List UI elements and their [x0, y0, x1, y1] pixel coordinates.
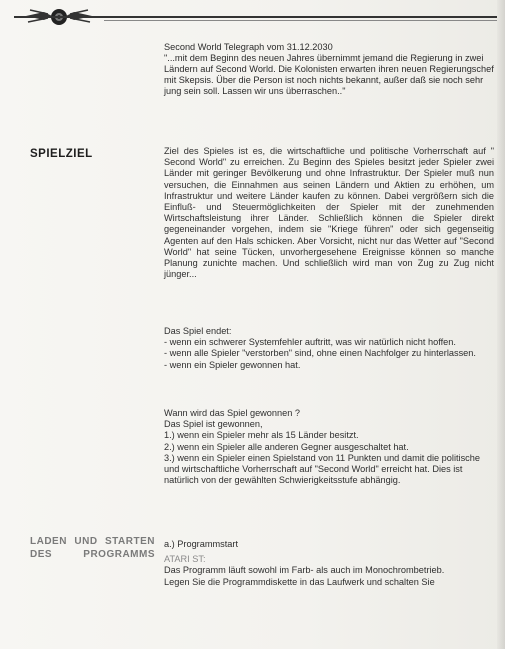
intro-heading: Second World Telegraph vom 31.12.2030 — [164, 42, 333, 52]
laden-line: Legen Sie die Programmdiskette in das Laufwerk und schalten Sie — [164, 576, 435, 587]
intro-telegraph — [164, 42, 496, 97]
section-title-laden: LADEN UND STARTEN DES PROGRAMMS — [30, 536, 155, 560]
spielziel-text-block — [164, 146, 494, 288]
gewinn-subtitle: Das Spiel ist gewonnen, — [164, 419, 263, 430]
header-rule-thin — [104, 20, 499, 21]
gewinn-block — [164, 408, 494, 486]
header-rule — [14, 16, 499, 18]
gewinn-item: 3.) wenn ein Spieler einen Spielstand von 11 Punkten und damit die politische und wirtschaftliche Vorherrschaft auf "Second World" erreicht hat. Dies ist natürlich von der gewählten Schwierigkeitsstufe abhängig. — [164, 452, 480, 486]
laden-line: Das Programm läuft sowohl im Farb- als auch im Monochrombetrieb. — [164, 565, 445, 576]
intro-text: "...mit dem Beginn des neuen Jahres übernimmt jemand die Regierung in zwei Ländern auf Second World. Die Kolonisten erwarten ihren neuen Regierungschef mit Skepsis. Über die Person ist noch nichts bekannt, außer daß sie noch sehr jung sein soll. Lassen wir uns überraschen.." — [164, 53, 494, 96]
gewinn-question: Wann wird das Spiel gewonnen ? — [164, 408, 301, 418]
spielziel-text: Ziel des Spieles ist es, die wirtschaftliche und politische Vorherrschaft auf " Second World" zu erreichen. Zu Beginn des Spieles besitzt jeder Spieler zwei Länder mit geringer Bevölkerung und ohne Infrastruktur. Der Spieler muß nun versuchen, die Einnahmen aus seinen Ländern und Aktien zu erhöhen, um Infrastruktur und weitere Länder kaufen zu können. Dabei vergrößern sich die Einfluß- und Steuermöglichkeiten der Spieler mit der zunehmenden Wirtschaftsleistung ihrer Länder. Schließlich können die Spieler direkt gegeneinander vorgehen, indem sie "Kriege führen" oder sich gegenseitig Agenten auf den Hals schicken. Aber Vorsicht, nicht nur das Wetter auf "Second World" hat seine Tücken, unvorhergesehene Ereignisse können so manche Planung zunichte machen. Und schließlich wird man von Zug zu Zug nicht jünger... — [164, 146, 494, 280]
laden-subheading: a.) Programmstart — [164, 539, 239, 549]
gewinn-item: 2.) wenn ein Spieler alle anderen Gegner ausgeschaltet hat. — [164, 441, 409, 452]
spielende-item: - wenn alle Spieler "verstorben" sind, ohne einen Nachfolger zu hinterlassen. — [164, 348, 476, 359]
laden-block — [164, 539, 494, 588]
spielende-block — [164, 326, 494, 371]
gewinn-item: 1.) wenn ein Spieler mehr als 15 Länder besitzt. — [164, 430, 359, 441]
spielende-item: - wenn ein Spieler gewonnen hat. — [164, 359, 301, 370]
page-edge-shadow — [497, 0, 505, 649]
laden-platform: ATARI ST: — [164, 554, 206, 565]
spielende-title: Das Spiel endet: — [164, 326, 232, 336]
section-title-spielziel: SPIELZIEL — [30, 148, 93, 160]
spielende-item: - wenn ein schwerer Systemfehler auftritt, was wir natürlich nicht hoffen. — [164, 337, 456, 348]
